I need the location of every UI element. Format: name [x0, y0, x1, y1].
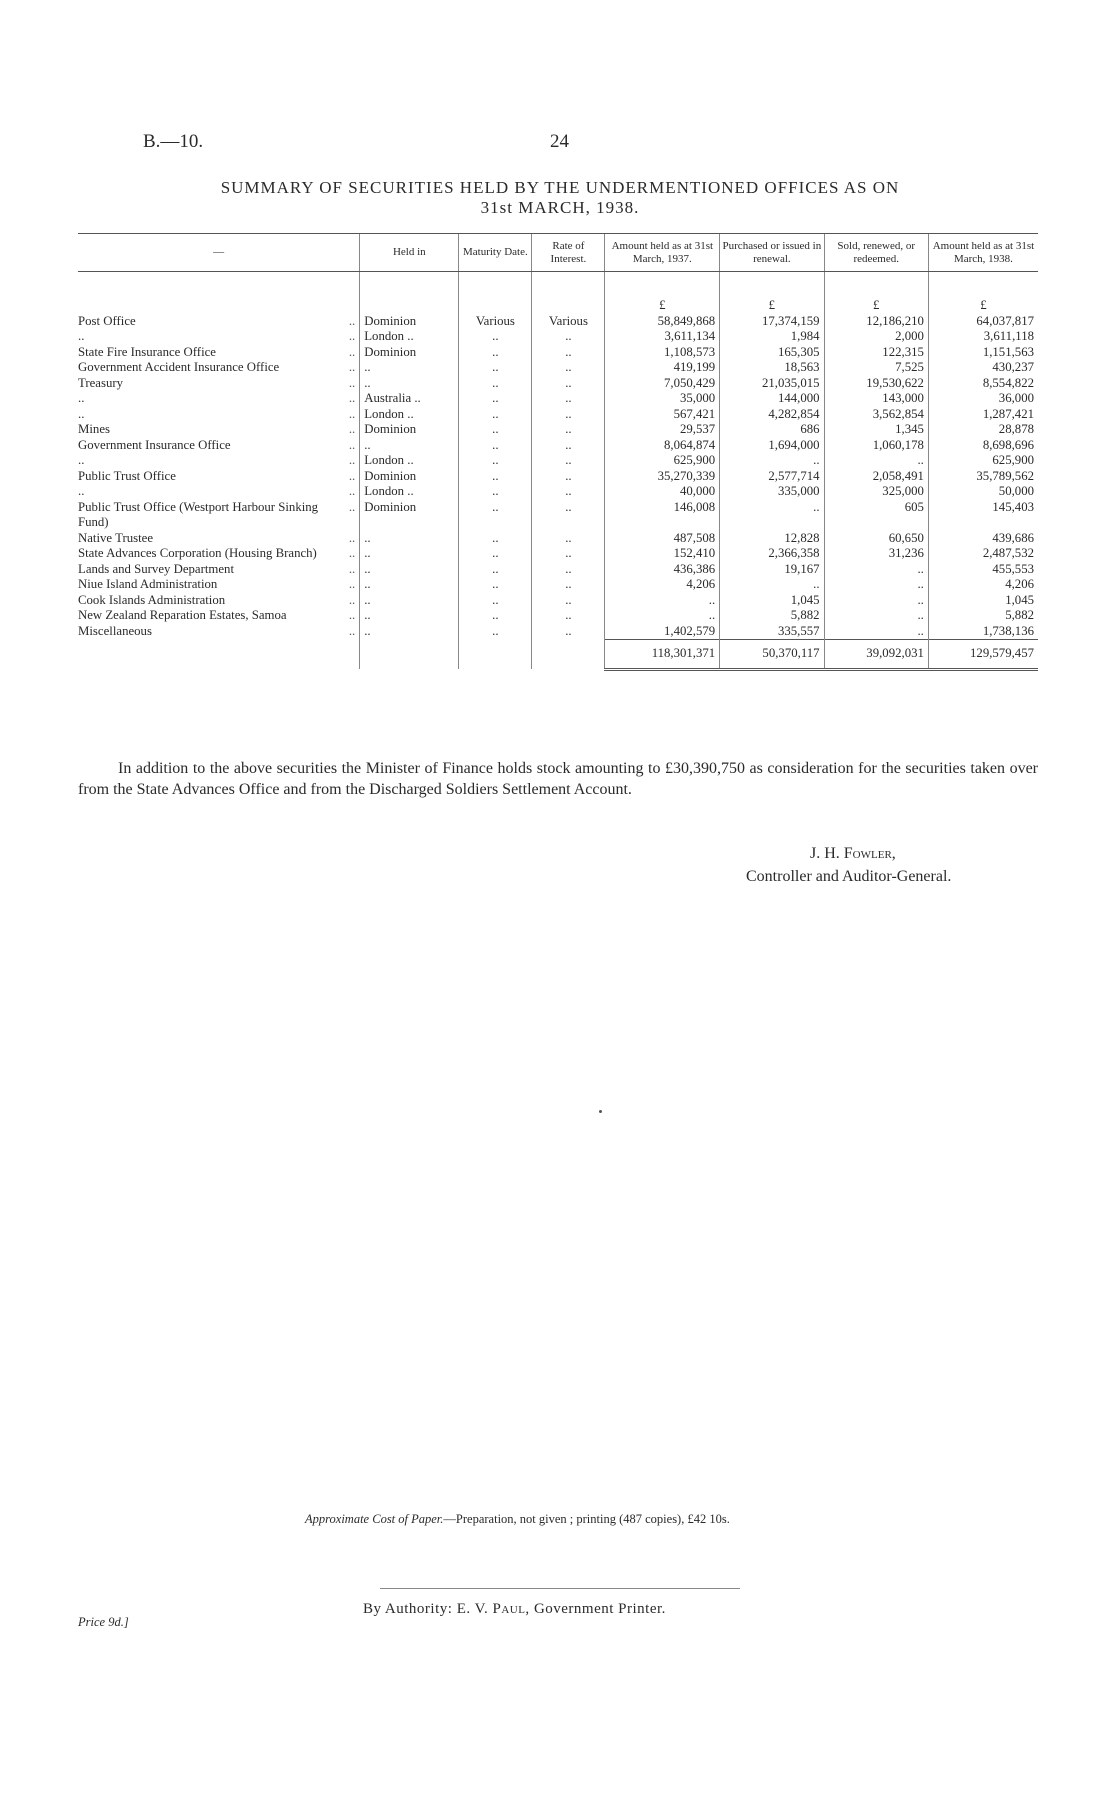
sold-cell: 605	[824, 500, 928, 531]
office-cell: .. ..	[78, 484, 356, 499]
purchased-cell: 335,557	[720, 624, 824, 640]
total-amount-1938: 129,579,457	[928, 640, 1038, 670]
office-cell: .. Native Trustee	[78, 530, 356, 545]
rate-cell: ..	[532, 345, 605, 361]
office-cell: .. Niue Island Administration	[78, 577, 356, 592]
sold-cell: 143,000	[824, 391, 928, 407]
office-name: State Fire Insurance Office	[78, 344, 216, 359]
purchased-cell: 12,828	[720, 531, 824, 547]
office-name: Post Office	[78, 313, 136, 328]
office-name: ..	[78, 406, 85, 421]
maturity-cell: ..	[459, 329, 532, 345]
held-in-cell: ..	[360, 593, 459, 609]
amount-1937-cell: 152,410	[605, 546, 720, 562]
amount-1937-cell: 35,270,339	[605, 469, 720, 485]
purchased-cell: 18,563	[720, 360, 824, 376]
office-name: Miscellaneous	[78, 623, 152, 638]
amount-1937-cell: 487,508	[605, 531, 720, 547]
maturity-cell: ..	[459, 531, 532, 547]
purchased-cell: 144,000	[720, 391, 824, 407]
amount-1937-cell: 40,000	[605, 484, 720, 500]
maturity-cell: ..	[459, 608, 532, 624]
office-cell: .. ..	[78, 391, 356, 406]
table-row	[78, 608, 1038, 624]
title-line-1: SUMMARY OF SECURITIES HELD BY THE UNDERMENTIONED OFFICES AS ON	[220, 178, 900, 197]
amount-1938-cell: 36,000	[928, 391, 1038, 407]
office-name: Cook Islands Administration	[78, 592, 226, 607]
sold-cell: 325,000	[824, 484, 928, 500]
table-row	[78, 453, 1038, 469]
purchased-cell: 2,366,358	[720, 546, 824, 562]
amount-1938-cell: 455,553	[928, 562, 1038, 578]
table-row	[78, 531, 1038, 547]
amount-1937-cell: 1,402,579	[605, 624, 720, 640]
purchased-cell: ..	[720, 577, 824, 593]
signatory-name: J. H. Fowler,	[810, 845, 896, 862]
office-name: Public Trust Office (Westport Harbour Sinking Fund)	[78, 499, 319, 530]
held-in-cell: ..	[360, 438, 459, 454]
table-row	[78, 562, 1038, 578]
maturity-cell: ..	[459, 469, 532, 485]
table-row	[78, 546, 1038, 562]
maturity-cell: ..	[459, 376, 532, 392]
sold-cell: ..	[824, 453, 928, 469]
sold-cell: 1,345	[824, 422, 928, 438]
amount-1938-cell: 4,206	[928, 577, 1038, 593]
table-row	[78, 624, 1038, 640]
cost-label: Approximate Cost of Paper.	[305, 1512, 444, 1526]
held-in-cell: Dominion	[360, 314, 459, 330]
office-cell: .. ..	[78, 453, 356, 468]
held-in-cell: ..	[360, 531, 459, 547]
currency-symbol: £	[928, 296, 1038, 314]
rate-cell: ..	[532, 593, 605, 609]
rate-cell: ..	[532, 329, 605, 345]
held-in-cell: ..	[360, 376, 459, 392]
amount-1938-cell: 1,738,136	[928, 624, 1038, 640]
col-header-sold: Sold, renewed, or redeemed.	[824, 234, 928, 272]
purchased-cell: ..	[720, 453, 824, 469]
sold-cell: 7,525	[824, 360, 928, 376]
office-cell: .. Lands and Survey Department	[78, 561, 356, 576]
amount-1938-cell: 2,487,532	[928, 546, 1038, 562]
table-row	[78, 422, 1038, 438]
office-name: ..	[78, 329, 85, 344]
rate-cell: ..	[532, 407, 605, 423]
maturity-cell: ..	[459, 422, 532, 438]
amount-1937-cell: 1,108,573	[605, 345, 720, 361]
held-in-cell: London ..	[360, 329, 459, 345]
totals-row	[78, 640, 1038, 670]
amount-1937-cell: 436,386	[605, 562, 720, 578]
table-row	[78, 391, 1038, 407]
table-row	[78, 469, 1038, 485]
amount-1937-cell: 35,000	[605, 391, 720, 407]
col-header-maturity: Maturity Date.	[459, 234, 532, 272]
held-in-cell: Australia ..	[360, 391, 459, 407]
amount-1937-cell: 625,900	[605, 453, 720, 469]
amount-1937-cell: 567,421	[605, 407, 720, 423]
office-cell: .. Government Accident Insurance Office	[78, 360, 356, 375]
maturity-cell: Various	[459, 314, 532, 330]
held-in-cell: London ..	[360, 407, 459, 423]
amount-1937-cell: 419,199	[605, 360, 720, 376]
amount-1938-cell: 8,554,822	[928, 376, 1038, 392]
sold-cell: 60,650	[824, 531, 928, 547]
office-cell: .. Post Office	[78, 313, 356, 328]
amount-1937-cell: 3,611,134	[605, 329, 720, 345]
currency-symbol: £	[720, 296, 824, 314]
amount-1938-cell: 5,882	[928, 608, 1038, 624]
purchased-cell: 686	[720, 422, 824, 438]
page-number: 24	[550, 131, 569, 152]
sold-cell: 2,058,491	[824, 469, 928, 485]
office-name: Niue Island Administration	[78, 577, 218, 592]
maturity-cell: ..	[459, 562, 532, 578]
amount-1938-cell: 1,045	[928, 593, 1038, 609]
held-in-cell: London ..	[360, 484, 459, 500]
purchased-cell: 19,167	[720, 562, 824, 578]
office-cell: .. ..	[78, 329, 356, 344]
purchased-cell: 17,374,159	[720, 314, 824, 330]
total-sold: 39,092,031	[824, 640, 928, 670]
maturity-cell: ..	[459, 500, 532, 531]
office-name: Treasury	[78, 375, 124, 390]
signatory-title: Controller and Auditor-General.	[746, 868, 952, 885]
amount-1938-cell: 1,287,421	[928, 407, 1038, 423]
office-cell: .. State Advances Corporation (Housing Branch)	[78, 546, 356, 561]
office-name: Government Accident Insurance Office	[78, 360, 280, 375]
col-header-office: —	[78, 234, 360, 272]
sold-cell: ..	[824, 577, 928, 593]
purchased-cell: 1,694,000	[720, 438, 824, 454]
office-cell: .. State Fire Insurance Office	[78, 344, 356, 359]
footer-rule	[380, 1588, 740, 1589]
currency-row	[78, 296, 1038, 314]
maturity-cell: ..	[459, 360, 532, 376]
held-in-cell: ..	[360, 360, 459, 376]
table-row	[78, 314, 1038, 330]
rate-cell: ..	[532, 360, 605, 376]
col-header-purchased: Purchased or issued in renewal.	[720, 234, 824, 272]
amount-1938-cell: 430,237	[928, 360, 1038, 376]
rate-cell: ..	[532, 391, 605, 407]
amount-1938-cell: 35,789,562	[928, 469, 1038, 485]
table-row	[78, 577, 1038, 593]
held-in-cell: Dominion	[360, 345, 459, 361]
table-row	[78, 345, 1038, 361]
amount-1938-cell: 439,686	[928, 531, 1038, 547]
cost-text: —Preparation, not given ; printing (487 copies), £42 10s.	[443, 1512, 730, 1526]
currency-symbol: £	[605, 296, 720, 314]
sold-cell: 19,530,622	[824, 376, 928, 392]
office-name: Mines	[78, 422, 110, 437]
sold-cell: ..	[824, 593, 928, 609]
purchased-cell: 335,000	[720, 484, 824, 500]
maturity-cell: ..	[459, 577, 532, 593]
office-name: Native Trustee	[78, 530, 154, 545]
office-cell: .. Treasury	[78, 375, 356, 390]
document-reference: B.—10.	[143, 131, 204, 152]
rate-cell: ..	[532, 453, 605, 469]
authority-prefix: By Authority:	[363, 1601, 453, 1617]
office-name: Public Trust Office	[78, 468, 176, 483]
rate-cell: ..	[532, 624, 605, 640]
rate-cell: ..	[532, 469, 605, 485]
amount-1938-cell: 50,000	[928, 484, 1038, 500]
office-cell: .. Public Trust Office (Westport Harbour Sinking Fund)	[78, 499, 356, 530]
sold-cell: ..	[824, 624, 928, 640]
held-in-cell: ..	[360, 546, 459, 562]
office-cell: .. Cook Islands Administration	[78, 592, 356, 607]
price: Price 9d.]	[78, 1615, 129, 1629]
amount-1937-cell: 29,537	[605, 422, 720, 438]
office-name: New Zealand Reparation Estates, Samoa	[78, 608, 287, 623]
office-cell: .. New Zealand Reparation Estates, Samoa	[78, 608, 356, 623]
amount-1938-cell: 145,403	[928, 500, 1038, 531]
title-line-2: 31st MARCH, 1938.	[480, 198, 640, 217]
purchased-cell: 1,045	[720, 593, 824, 609]
held-in-cell: ..	[360, 562, 459, 578]
amount-1937-cell: ..	[605, 608, 720, 624]
maturity-cell: ..	[459, 624, 532, 640]
office-name: Government Insurance Office	[78, 437, 231, 452]
amount-1937-cell: 7,050,429	[605, 376, 720, 392]
col-header-rate: Rate of Interest.	[532, 234, 605, 272]
authority-suffix: Government Printer.	[533, 1601, 666, 1617]
held-in-cell: ..	[360, 624, 459, 640]
held-in-cell: Dominion	[360, 500, 459, 531]
office-cell: .. Mines	[78, 422, 356, 437]
amount-1937-cell: 8,064,874	[605, 438, 720, 454]
sold-cell: 12,186,210	[824, 314, 928, 330]
sold-cell: 3,562,854	[824, 407, 928, 423]
rate-cell: ..	[532, 484, 605, 500]
maturity-cell: ..	[459, 438, 532, 454]
rate-cell: ..	[532, 531, 605, 547]
held-in-cell: London ..	[360, 453, 459, 469]
office-name: ..	[78, 484, 85, 499]
amount-1938-cell: 28,878	[928, 422, 1038, 438]
table-row	[78, 500, 1038, 531]
rate-cell: ..	[532, 438, 605, 454]
sold-cell: 1,060,178	[824, 438, 928, 454]
securities-table	[78, 233, 1038, 671]
office-cell: .. Government Insurance Office	[78, 437, 356, 452]
maturity-cell: ..	[459, 593, 532, 609]
rate-cell: ..	[532, 546, 605, 562]
purchased-cell: 2,577,714	[720, 469, 824, 485]
maturity-cell: ..	[459, 453, 532, 469]
rate-cell: ..	[532, 422, 605, 438]
office-cell: .. ..	[78, 406, 356, 421]
purchased-cell: 21,035,015	[720, 376, 824, 392]
maturity-cell: ..	[459, 546, 532, 562]
sold-cell: ..	[824, 562, 928, 578]
total-amount-1937: 118,301,371	[605, 640, 720, 670]
rate-cell: ..	[532, 577, 605, 593]
held-in-cell: ..	[360, 608, 459, 624]
amount-1937-cell: 58,849,868	[605, 314, 720, 330]
maturity-cell: ..	[459, 391, 532, 407]
rate-cell: ..	[532, 562, 605, 578]
rate-cell: ..	[532, 500, 605, 531]
table-row	[78, 360, 1038, 376]
held-in-cell: Dominion	[360, 422, 459, 438]
stray-dot	[599, 1110, 602, 1113]
amount-1938-cell: 3,611,118	[928, 329, 1038, 345]
total-purchased: 50,370,117	[720, 640, 824, 670]
amount-1938-cell: 625,900	[928, 453, 1038, 469]
maturity-cell: ..	[459, 345, 532, 361]
maturity-cell: ..	[459, 407, 532, 423]
amount-1937-cell: 4,206	[605, 577, 720, 593]
rate-cell: ..	[532, 376, 605, 392]
amount-1938-cell: 8,698,696	[928, 438, 1038, 454]
currency-symbol: £	[824, 296, 928, 314]
office-name: ..	[78, 391, 85, 406]
table-row	[78, 376, 1038, 392]
rate-cell: Various	[532, 314, 605, 330]
printer-name: E. V. Paul,	[456, 1601, 530, 1617]
amount-1937-cell: ..	[605, 593, 720, 609]
office-cell: .. Miscellaneous	[78, 623, 356, 638]
office-name: State Advances Corporation (Housing Branch)	[78, 546, 317, 561]
purchased-cell: 4,282,854	[720, 407, 824, 423]
office-name: Lands and Survey Department	[78, 561, 235, 576]
held-in-cell: ..	[360, 577, 459, 593]
office-cell: .. Public Trust Office	[78, 468, 356, 483]
col-header-held-in: Held in	[360, 234, 459, 272]
table-header-row	[78, 234, 1038, 272]
purchased-cell: ..	[720, 500, 824, 531]
authority-line	[363, 1601, 666, 1618]
office-name: ..	[78, 453, 85, 468]
table-row	[78, 329, 1038, 345]
purchased-cell: 1,984	[720, 329, 824, 345]
col-header-amount-1938: Amount held as at 31st March, 1938.	[928, 234, 1038, 272]
sold-cell: 31,236	[824, 546, 928, 562]
note-paragraph: In addition to the above securities the Minister of Finance holds stock amounting to £30,390,750 as consideration for the securities taken over from the State Advances Office and from the Discharged Soldiers Settlement Account.	[78, 760, 1038, 798]
amount-1938-cell: 1,151,563	[928, 345, 1038, 361]
purchased-cell: 165,305	[720, 345, 824, 361]
amount-1937-cell: 146,008	[605, 500, 720, 531]
cost-of-paper	[305, 1512, 730, 1527]
sold-cell: 2,000	[824, 329, 928, 345]
table-row	[78, 438, 1038, 454]
col-header-amount-1937: Amount held as at 31st March, 1937.	[605, 234, 720, 272]
purchased-cell: 5,882	[720, 608, 824, 624]
sold-cell: ..	[824, 608, 928, 624]
sold-cell: 122,315	[824, 345, 928, 361]
amount-1938-cell: 64,037,817	[928, 314, 1038, 330]
table-row	[78, 593, 1038, 609]
table-row	[78, 484, 1038, 500]
maturity-cell: ..	[459, 484, 532, 500]
rate-cell: ..	[532, 608, 605, 624]
held-in-cell: Dominion	[360, 469, 459, 485]
table-row	[78, 407, 1038, 423]
